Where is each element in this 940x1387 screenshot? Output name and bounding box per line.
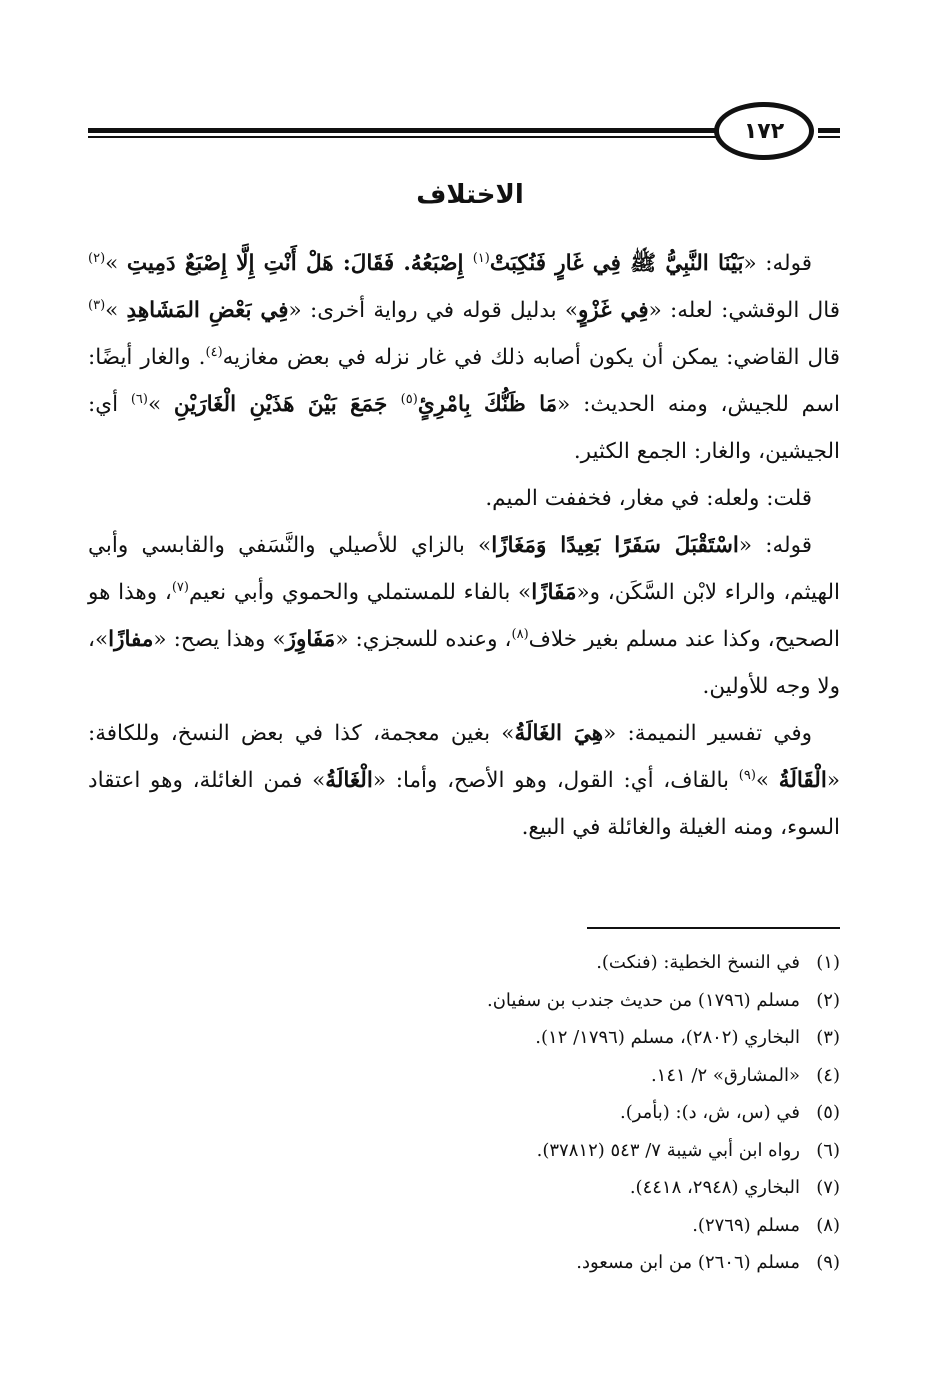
footnote-item bbox=[88, 1094, 840, 1132]
commentary-text: قال الوقشي: لعله: « bbox=[648, 298, 841, 323]
hadith-quote: مفازًا bbox=[108, 627, 154, 652]
footnote-mark: (١) bbox=[816, 952, 840, 973]
footnote-mark: (٥) bbox=[816, 1102, 840, 1123]
footnote-mark: (٩) bbox=[816, 1252, 840, 1273]
paragraph bbox=[88, 475, 840, 522]
footnote-text: «المشارق» ٢/ ١٤١. bbox=[650, 1064, 800, 1086]
footnote-item bbox=[88, 1244, 840, 1282]
header-rule-thin bbox=[88, 136, 716, 138]
footnote-text: البخاري (٢٨٠٢)، مسلم (١٧٩٦/ ١٢). bbox=[535, 1027, 800, 1048]
hadith-quote: بَيْنَا النَّبِيُّ ﷺ فِي غَارٍ فَنُكِبَتْ bbox=[489, 251, 744, 276]
footnotes bbox=[88, 944, 840, 1282]
hadith-quote: مَفَازًا bbox=[531, 580, 577, 605]
hadith-quote: مَا ظَنُّكَ بِامْرِئٍ bbox=[417, 392, 558, 417]
footnote-reference: (٤) bbox=[205, 344, 223, 360]
commentary-text: قوله: « bbox=[743, 251, 812, 276]
footnote-reference: (٢) bbox=[88, 250, 106, 266]
commentary-text: . والغار أيضًا: اسم للجيش، ومنه الحديث: « bbox=[88, 345, 840, 417]
footnote-mark: (٢) bbox=[816, 989, 840, 1011]
footnote-text: في النسخ الخطية: (فنكت). bbox=[596, 952, 800, 973]
paragraph bbox=[88, 240, 840, 475]
hadith-quote: فِي غَزْوٍ bbox=[578, 298, 649, 323]
footnote-reference: (٧) bbox=[171, 579, 189, 595]
footnote-text: مسلم (١٧٩٦) من حديث جندب بن سفيان. bbox=[486, 989, 800, 1011]
footnote-reference: (١) bbox=[472, 250, 490, 266]
commentary-text: » وهذا يصح: « bbox=[153, 627, 286, 652]
footnote-reference: (٦) bbox=[130, 391, 148, 407]
commentary-text: قال القاضي: يمكن أن يكون أصابه ذلك في غار نزله في بعض مغازيه bbox=[222, 345, 840, 370]
header-rule-right-thick bbox=[818, 128, 840, 133]
footnote-text: في (س، ش، د): (بأمر). bbox=[619, 1102, 800, 1123]
footnote-mark: (٣) bbox=[816, 1027, 840, 1048]
footnote-item bbox=[88, 944, 840, 982]
body-text bbox=[88, 240, 840, 851]
footnote-divider bbox=[587, 927, 840, 929]
header-rule-thick bbox=[88, 128, 716, 133]
commentary-text: » بدليل قوله في رواية أخرى: « bbox=[288, 298, 579, 323]
commentary-text: » bbox=[147, 392, 174, 417]
footnote-mark: (٧) bbox=[816, 1177, 840, 1198]
footnote-reference: (٩) bbox=[738, 767, 756, 783]
commentary-text: » فمن الغائلة، وهو اعتقاد السوء، ومنه الغيلة والغائلة في البيع. bbox=[88, 768, 840, 840]
commentary-text: » bbox=[105, 298, 127, 323]
paragraph bbox=[88, 710, 840, 851]
commentary-text: قوله: « bbox=[738, 533, 812, 558]
page-header bbox=[88, 100, 840, 162]
commentary-text: » بالزاي للأصيلي والنَّسَفي والقابسي وأبي الهيثم، والراء لابْن السَّكَن، و« bbox=[88, 533, 840, 605]
hadith-quote: الْغَالَةُ bbox=[325, 768, 373, 793]
footnote-reference: (٣) bbox=[88, 297, 106, 313]
commentary-text: ، وهذا هو الصحيح، وكذا عند مسلم بغير خلاف bbox=[88, 580, 840, 652]
footnote-item bbox=[88, 1207, 840, 1245]
page-number-badge bbox=[714, 102, 814, 160]
commentary-text: » بغين معجمة، كذا في بعض النسخ، وللكافة: « bbox=[88, 721, 840, 793]
commentary-text: أي: الجيشين، والغار: الجمع الكثير. bbox=[88, 392, 840, 464]
footnote-text: مسلم (٢٧٦٩). bbox=[692, 1214, 800, 1236]
footnote-mark: (٤) bbox=[816, 1064, 840, 1086]
footnote-reference: (٥) bbox=[400, 391, 418, 407]
commentary-text: قلت: ولعله: في مغار، فخففت الميم. bbox=[485, 486, 812, 511]
footnote-item bbox=[88, 1057, 840, 1095]
hadith-quote: هِيَ الغَالَةُ bbox=[514, 721, 604, 746]
footnote-mark: (٨) bbox=[816, 1214, 840, 1236]
hadith-quote: جَمَعَ بَيْنَ هَذَيْنِ الْغَارَيْنِ bbox=[173, 392, 401, 417]
footnote-text: البخاري (٢٩٤٨، ٤٤١٨). bbox=[629, 1177, 800, 1198]
footnote-item bbox=[88, 1019, 840, 1057]
commentary-text: بالقاف، أي: القول، وهو الأصح، وأما: « bbox=[372, 768, 739, 793]
footnote-text: مسلم (٢٦٠٦) من ابن مسعود. bbox=[576, 1252, 800, 1273]
footnote-item bbox=[88, 1169, 840, 1207]
footnote-item bbox=[88, 1132, 840, 1170]
commentary-text: وفي تفسير النميمة: « bbox=[603, 721, 812, 746]
page-number: ١٧٢ bbox=[743, 118, 785, 144]
commentary-text: » bbox=[105, 251, 127, 276]
commentary-text: »، ولا وجه للأولين. bbox=[88, 627, 840, 699]
header-rule-right-thin bbox=[818, 136, 840, 138]
footnote-mark: (٦) bbox=[816, 1139, 840, 1161]
hadith-quote: إِصْبَعُهُ. فَقَالَ: هَلْ أَنْتِ إِلَّا إِصْبَعٌ دَمِيتِ bbox=[126, 251, 473, 276]
commentary-text: ، وعنده للسجزي: « bbox=[335, 627, 512, 652]
commentary-text: » bbox=[755, 768, 779, 793]
paragraph bbox=[88, 522, 840, 710]
footnote-item bbox=[88, 982, 840, 1020]
hadith-quote: فِي بَعْضِ المَشَاهِدِ bbox=[126, 298, 289, 323]
hadith-quote: مَفَاوِزَ bbox=[285, 627, 336, 652]
footnote-text: رواه ابن أبي شيبة ٧/ ٥٤٣ (٣٧٨١٢). bbox=[536, 1139, 800, 1161]
hadith-quote: اسْتَقْبَلَ سَفَرًا بَعِيدًا وَمَغَازًا bbox=[491, 533, 739, 558]
hadith-quote: الْقَالَةُ bbox=[778, 768, 827, 793]
footnote-reference: (٨) bbox=[511, 626, 529, 642]
commentary-text: » بالفاء للمستملي والحموي وأبي نعيم bbox=[188, 580, 532, 605]
section-title: الاختلاف bbox=[416, 180, 524, 210]
